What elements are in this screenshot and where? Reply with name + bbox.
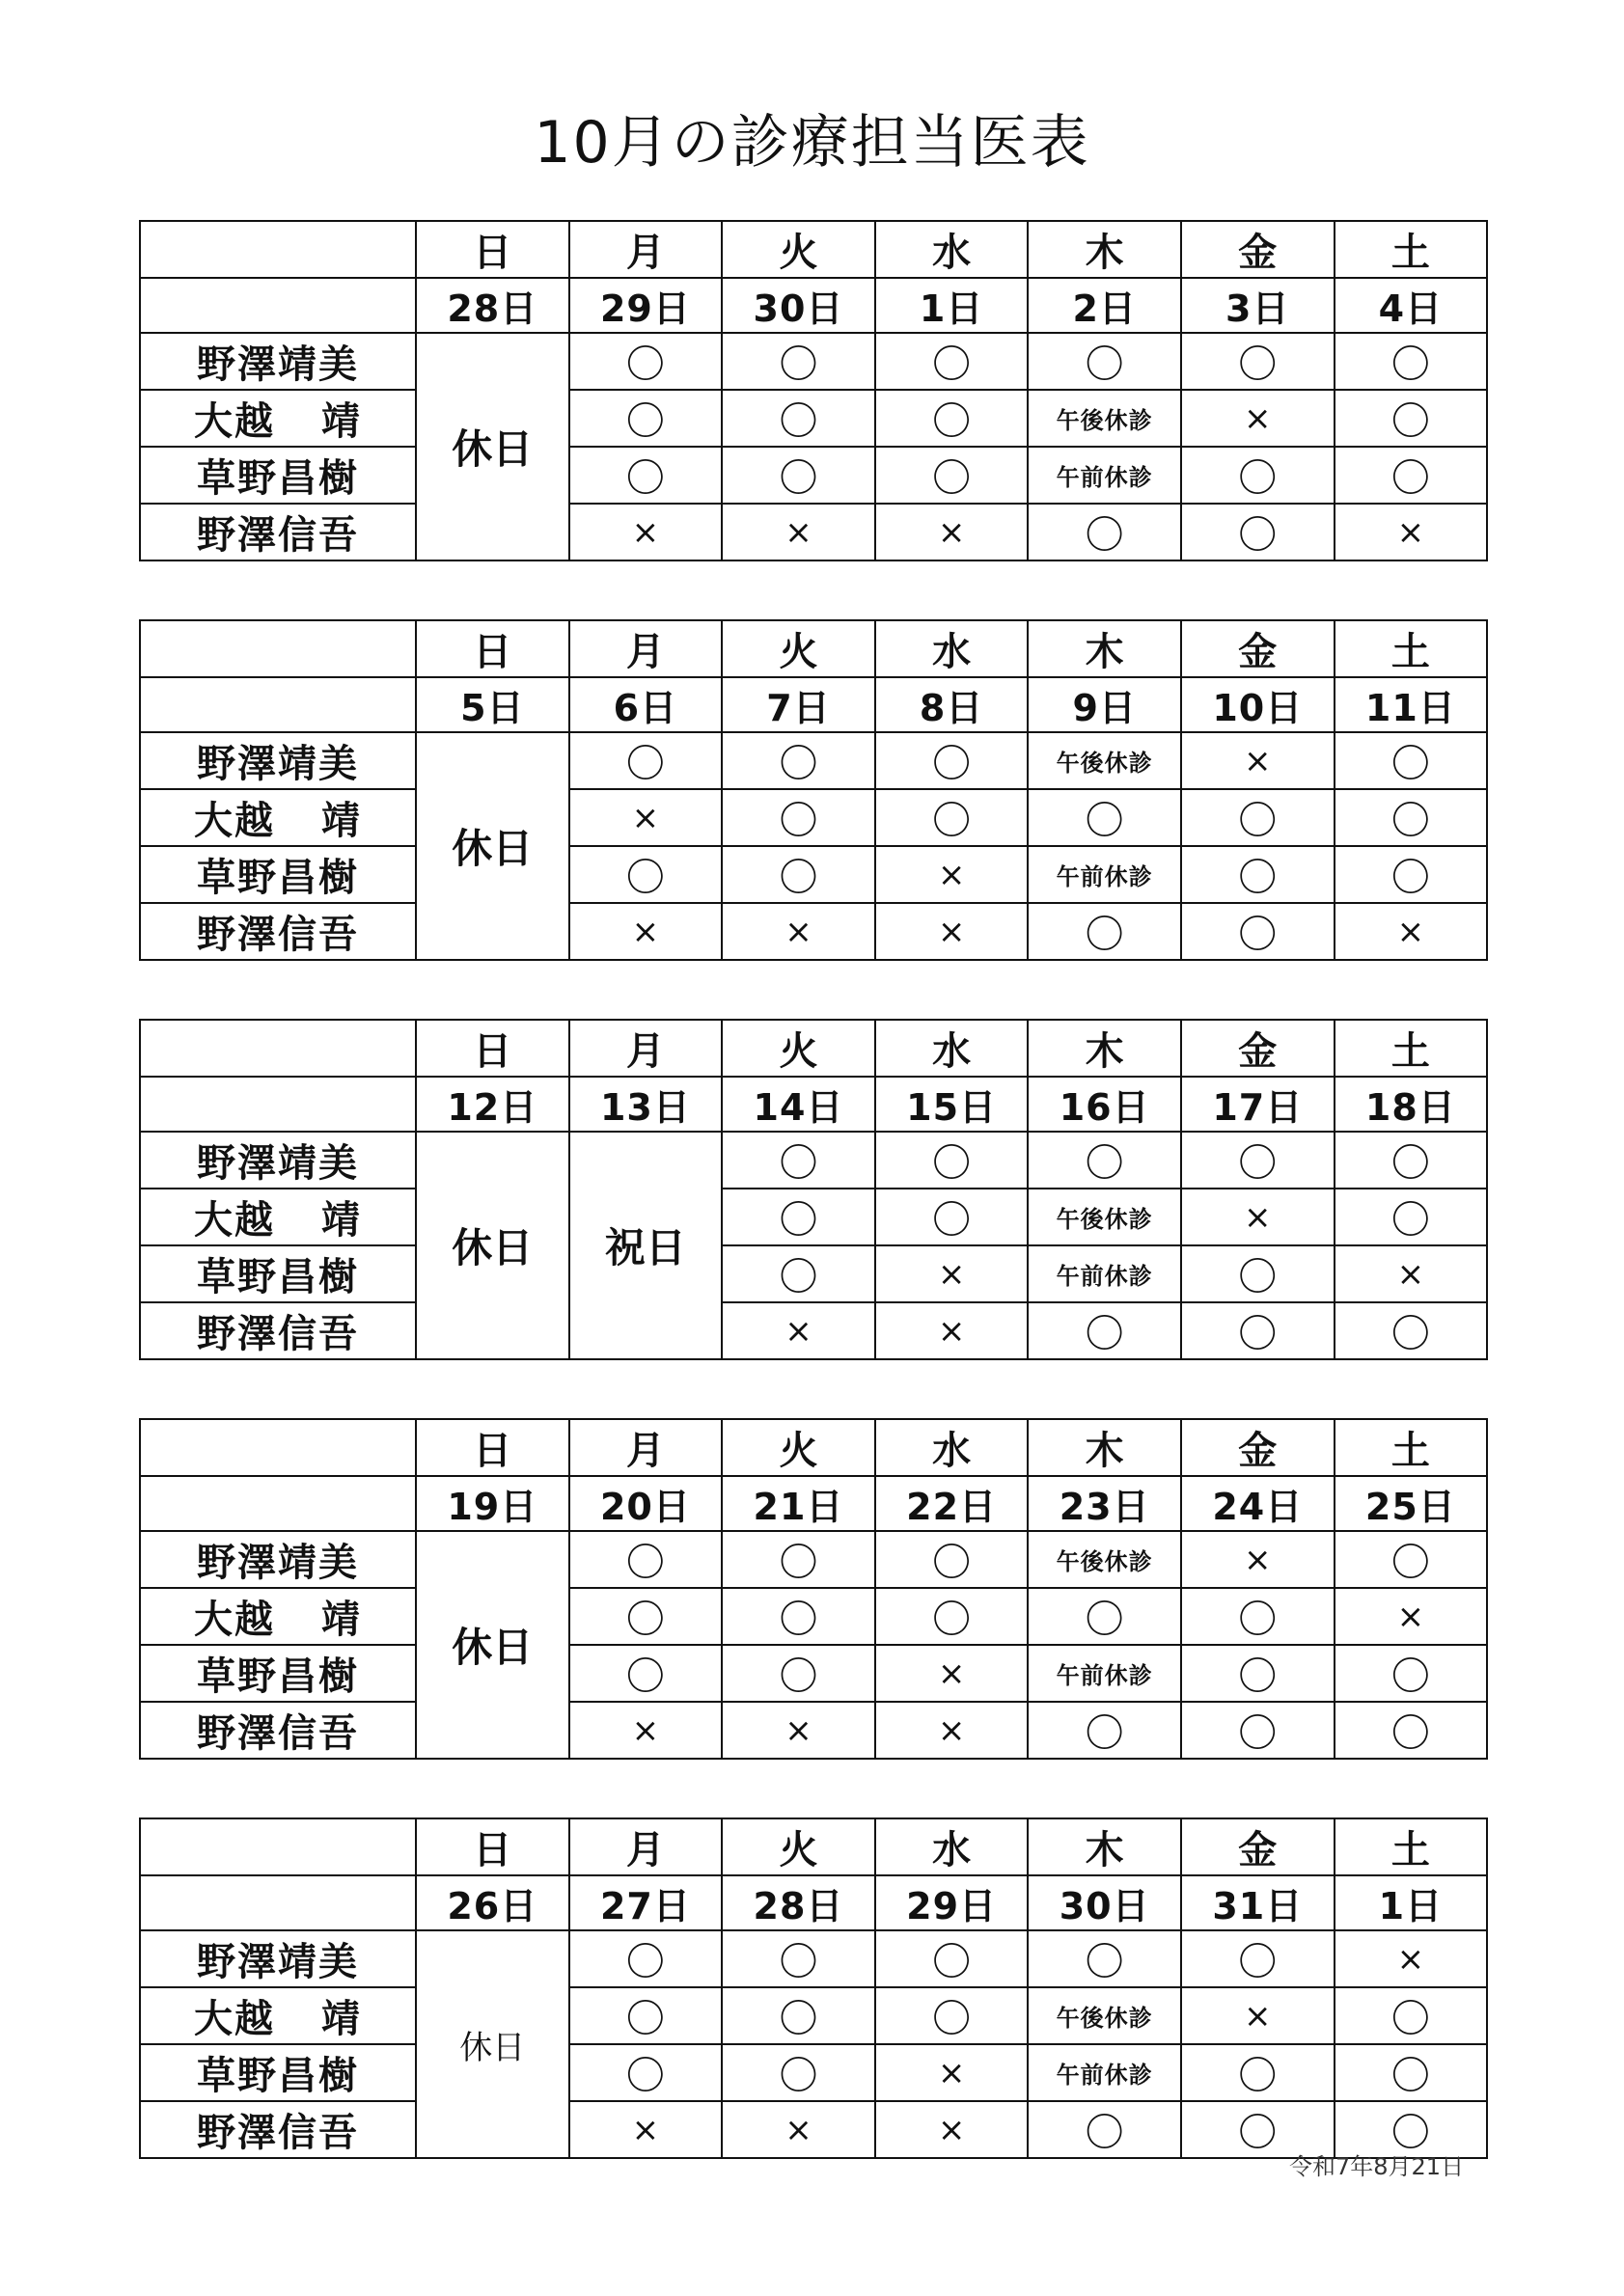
open-mark-cell: 〇 [1335,1132,1488,1189]
open-mark-cell: 〇 [875,447,1029,504]
closed-mark-cell: × [569,1702,723,1759]
open-mark-cell: 〇 [1335,1531,1488,1588]
doctor-name: 草野昌樹 [140,1645,416,1702]
half-day-note-cell: 午後休診 [1028,1189,1181,1245]
open-mark-cell: 〇 [722,1132,875,1189]
corner-cell [140,1077,416,1132]
open-mark-cell: 〇 [569,333,723,390]
weekday-header: 水 [875,1419,1029,1476]
date-cell: 8日 [875,677,1029,732]
date-cell: 1日 [875,278,1029,333]
closed-mark-cell: × [875,2101,1029,2158]
weekday-header: 月 [569,1818,723,1875]
week-table-1 [139,220,1488,561]
open-mark-cell: 〇 [1335,390,1488,447]
closed-mark-cell: × [1181,1531,1335,1588]
open-mark-cell: 〇 [1028,1588,1181,1645]
open-mark-cell: 〇 [722,1645,875,1702]
weekday-header-row [140,1020,1487,1077]
closed-mark-cell: × [569,2101,723,2158]
open-mark-cell: 〇 [1335,1645,1488,1702]
date-cell: 27日 [569,1875,723,1930]
weekday-header: 水 [875,620,1029,677]
doctor-row [140,1588,1487,1645]
doctor-row [140,1245,1487,1302]
weekday-header: 金 [1181,1818,1335,1875]
weekday-header: 金 [1181,1020,1335,1077]
closed-mark-cell: × [1181,732,1335,789]
doctor-row [140,2101,1487,2158]
doctor-name: 野澤靖美 [140,732,416,789]
weekday-header: 月 [569,221,723,278]
open-mark-cell: 〇 [1028,1132,1181,1189]
weekday-header: 木 [1028,620,1181,677]
doctor-name: 野澤靖美 [140,333,416,390]
open-mark-cell: 〇 [722,1531,875,1588]
open-mark-cell: 〇 [1028,1302,1181,1359]
closed-mark-cell: × [722,1702,875,1759]
open-mark-cell: 〇 [875,390,1029,447]
date-cell: 28日 [416,278,569,333]
closed-mark-cell: × [722,504,875,560]
doctor-row [140,1702,1487,1759]
open-mark-cell: 〇 [1181,2044,1335,2101]
doctor-row [140,1987,1487,2044]
date-cell: 11日 [1335,677,1488,732]
open-mark-cell: 〇 [1181,789,1335,846]
closed-mark-cell: × [569,903,723,960]
date-cell: 12日 [416,1077,569,1132]
open-mark-cell: 〇 [1181,333,1335,390]
open-mark-cell: 〇 [1181,846,1335,903]
date-cell: 18日 [1335,1077,1488,1132]
open-mark-cell: 〇 [722,1245,875,1302]
doctor-name: 大越 靖 [140,1189,416,1245]
doctor-row [140,789,1487,846]
open-mark-cell: 〇 [875,1588,1029,1645]
open-mark-cell: 〇 [569,2044,723,2101]
open-mark-cell: 〇 [1335,333,1488,390]
weekday-header: 木 [1028,221,1181,278]
weekday-header: 火 [722,1419,875,1476]
doctor-row [140,1930,1487,1987]
closed-mark-cell: × [875,504,1029,560]
closed-mark-cell: × [1335,903,1488,960]
open-mark-cell: 〇 [1335,789,1488,846]
issued-date: 令和7年8月21日 [1289,2153,1465,2180]
open-mark-cell: 〇 [1335,2044,1488,2101]
date-cell: 29日 [875,1875,1029,1930]
doctor-name: 野澤信吾 [140,504,416,560]
date-cell: 25日 [1335,1476,1488,1531]
open-mark-cell: 〇 [875,732,1029,789]
open-mark-cell: 〇 [1181,1245,1335,1302]
open-mark-cell: 〇 [1181,1702,1335,1759]
doctor-name: 大越 靖 [140,1987,416,2044]
half-day-note-cell: 午前休診 [1028,1245,1181,1302]
corner-cell [140,278,416,333]
date-cell: 6日 [569,677,723,732]
half-day-note-cell: 午後休診 [1028,390,1181,447]
open-mark-cell: 〇 [875,1531,1029,1588]
open-mark-cell: 〇 [1335,732,1488,789]
closed-mark-cell: × [875,903,1029,960]
doctor-name: 草野昌樹 [140,2044,416,2101]
open-mark-cell: 〇 [569,1588,723,1645]
weekday-header: 土 [1335,1818,1488,1875]
closed-day-cell: 休日 [416,732,569,960]
open-mark-cell: 〇 [1335,447,1488,504]
closed-mark-cell: × [875,1702,1029,1759]
date-row [140,1077,1487,1132]
date-cell: 7日 [722,677,875,732]
closed-day-cell: 休日 [416,1930,569,2158]
open-mark-cell: 〇 [1335,1302,1488,1359]
date-row [140,1476,1487,1531]
closed-mark-cell: × [1181,1987,1335,2044]
open-mark-cell: 〇 [875,1189,1029,1245]
half-day-note-cell: 午後休診 [1028,1987,1181,2044]
corner-cell [140,1020,416,1077]
week-table-4 [139,1418,1488,1760]
open-mark-cell: 〇 [722,1930,875,1987]
date-cell: 24日 [1181,1476,1335,1531]
weekday-header: 土 [1335,221,1488,278]
open-mark-cell: 〇 [1335,1702,1488,1759]
open-mark-cell: 〇 [569,1930,723,1987]
doctor-name: 草野昌樹 [140,846,416,903]
closed-mark-cell: × [875,2044,1029,2101]
open-mark-cell: 〇 [1181,1645,1335,1702]
date-cell: 15日 [875,1077,1029,1132]
weekday-header: 日 [416,1020,569,1077]
weekday-header-row [140,1419,1487,1476]
date-cell: 31日 [1181,1875,1335,1930]
open-mark-cell: 〇 [1028,2101,1181,2158]
weekday-header: 日 [416,221,569,278]
closed-day-cell: 休日 [416,1132,569,1359]
closed-mark-cell: × [875,1302,1029,1359]
closed-mark-cell: × [875,1245,1029,1302]
doctor-name: 野澤靖美 [140,1930,416,1987]
date-cell: 19日 [416,1476,569,1531]
open-mark-cell: 〇 [1181,903,1335,960]
open-mark-cell: 〇 [1181,2101,1335,2158]
corner-cell [140,1818,416,1875]
doctor-name: 草野昌樹 [140,447,416,504]
open-mark-cell: 〇 [722,1588,875,1645]
doctor-name: 野澤信吾 [140,2101,416,2158]
corner-cell [140,620,416,677]
weekday-header: 火 [722,620,875,677]
closed-mark-cell: × [875,846,1029,903]
open-mark-cell: 〇 [875,333,1029,390]
weekday-header-row [140,1818,1487,1875]
weekday-header: 日 [416,1419,569,1476]
closed-day-cell: 休日 [416,1531,569,1759]
open-mark-cell: 〇 [569,1645,723,1702]
open-mark-cell: 〇 [875,1987,1029,2044]
weekday-header: 水 [875,1020,1029,1077]
weekday-header: 月 [569,1419,723,1476]
date-cell: 2日 [1028,278,1181,333]
closed-day-cell: 休日 [416,333,569,560]
open-mark-cell: 〇 [722,390,875,447]
weekday-header: 金 [1181,620,1335,677]
half-day-note-cell: 午後休診 [1028,1531,1181,1588]
date-row [140,677,1487,732]
closed-mark-cell: × [1335,1930,1488,1987]
closed-mark-cell: × [569,789,723,846]
open-mark-cell: 〇 [1335,2101,1488,2158]
weekday-header: 金 [1181,221,1335,278]
open-mark-cell: 〇 [722,2044,875,2101]
week-table-3 [139,1019,1488,1360]
date-cell: 23日 [1028,1476,1181,1531]
open-mark-cell: 〇 [1028,789,1181,846]
doctor-name: 大越 靖 [140,789,416,846]
doctor-name: 大越 靖 [140,390,416,447]
date-cell: 14日 [722,1077,875,1132]
corner-cell [140,677,416,732]
open-mark-cell: 〇 [1028,1930,1181,1987]
open-mark-cell: 〇 [569,1531,723,1588]
closed-mark-cell: × [1181,1189,1335,1245]
open-mark-cell: 〇 [1181,504,1335,560]
closed-mark-cell: × [1181,390,1335,447]
weekday-header: 火 [722,221,875,278]
weekday-header: 水 [875,221,1029,278]
page-title: 10月の診療担当医表 [534,109,1090,177]
open-mark-cell: 〇 [722,846,875,903]
open-mark-cell: 〇 [1181,447,1335,504]
date-cell: 17日 [1181,1077,1335,1132]
doctor-name: 野澤信吾 [140,1702,416,1759]
open-mark-cell: 〇 [722,1987,875,2044]
open-mark-cell: 〇 [1335,1987,1488,2044]
weekday-header: 土 [1335,1020,1488,1077]
open-mark-cell: 〇 [569,447,723,504]
date-cell: 21日 [722,1476,875,1531]
closed-mark-cell: × [569,504,723,560]
closed-mark-cell: × [875,1645,1029,1702]
date-cell: 1日 [1335,1875,1488,1930]
doctor-row [140,846,1487,903]
open-mark-cell: 〇 [1335,846,1488,903]
open-mark-cell: 〇 [722,333,875,390]
closed-mark-cell: × [1335,504,1488,560]
weekday-header: 土 [1335,620,1488,677]
doctor-row [140,2044,1487,2101]
doctor-name: 大越 靖 [140,1588,416,1645]
weekday-header: 月 [569,620,723,677]
weekday-header: 木 [1028,1020,1181,1077]
half-day-note-cell: 午後休診 [1028,732,1181,789]
weekday-header: 日 [416,620,569,677]
weekday-header: 日 [416,1818,569,1875]
weekday-header-row [140,221,1487,278]
doctor-row [140,504,1487,560]
corner-cell [140,221,416,278]
date-cell: 20日 [569,1476,723,1531]
doctor-row [140,447,1487,504]
date-cell: 30日 [722,278,875,333]
doctor-name: 野澤信吾 [140,1302,416,1359]
open-mark-cell: 〇 [722,732,875,789]
closed-mark-cell: × [722,903,875,960]
corner-cell [140,1476,416,1531]
date-cell: 4日 [1335,278,1488,333]
date-cell: 5日 [416,677,569,732]
doctor-row [140,1189,1487,1245]
doctor-row [140,1531,1487,1588]
open-mark-cell: 〇 [1028,903,1181,960]
half-day-note-cell: 午前休診 [1028,447,1181,504]
holiday-cell: 祝日 [569,1132,723,1359]
weekday-header: 火 [722,1818,875,1875]
open-mark-cell: 〇 [1028,333,1181,390]
doctor-name: 草野昌樹 [140,1245,416,1302]
date-cell: 28日 [722,1875,875,1930]
half-day-note-cell: 午前休診 [1028,1645,1181,1702]
date-cell: 22日 [875,1476,1029,1531]
doctor-name: 野澤靖美 [140,1531,416,1588]
open-mark-cell: 〇 [722,789,875,846]
half-day-note-cell: 午前休診 [1028,2044,1181,2101]
open-mark-cell: 〇 [875,789,1029,846]
date-cell: 13日 [569,1077,723,1132]
date-cell: 26日 [416,1875,569,1930]
doctor-row [140,1302,1487,1359]
open-mark-cell: 〇 [1335,1189,1488,1245]
closed-mark-cell: × [1335,1245,1488,1302]
weekday-header: 月 [569,1020,723,1077]
half-day-note-cell: 午前休診 [1028,846,1181,903]
doctor-row [140,390,1487,447]
open-mark-cell: 〇 [875,1132,1029,1189]
weekday-header: 金 [1181,1419,1335,1476]
open-mark-cell: 〇 [1028,504,1181,560]
date-cell: 29日 [569,278,723,333]
weekday-header: 土 [1335,1419,1488,1476]
doctor-name: 野澤信吾 [140,903,416,960]
open-mark-cell: 〇 [1181,1132,1335,1189]
corner-cell [140,1875,416,1930]
date-row [140,278,1487,333]
open-mark-cell: 〇 [1181,1302,1335,1359]
date-cell: 10日 [1181,677,1335,732]
open-mark-cell: 〇 [569,1987,723,2044]
open-mark-cell: 〇 [569,390,723,447]
date-cell: 30日 [1028,1875,1181,1930]
open-mark-cell: 〇 [1181,1930,1335,1987]
week-table-2 [139,619,1488,961]
closed-mark-cell: × [722,1302,875,1359]
doctor-row [140,333,1487,390]
open-mark-cell: 〇 [722,447,875,504]
weekday-header: 火 [722,1020,875,1077]
doctor-row [140,1645,1487,1702]
open-mark-cell: 〇 [1028,1702,1181,1759]
date-cell: 16日 [1028,1077,1181,1132]
open-mark-cell: 〇 [722,1189,875,1245]
date-cell: 9日 [1028,677,1181,732]
weekday-header: 木 [1028,1818,1181,1875]
date-row [140,1875,1487,1930]
open-mark-cell: 〇 [569,846,723,903]
doctor-name: 野澤靖美 [140,1132,416,1189]
corner-cell [140,1419,416,1476]
weekday-header-row [140,620,1487,677]
open-mark-cell: 〇 [1181,1588,1335,1645]
doctor-row [140,732,1487,789]
week-table-5 [139,1818,1488,2159]
weekday-header: 木 [1028,1419,1181,1476]
closed-mark-cell: × [1335,1588,1488,1645]
doctor-row [140,1132,1487,1189]
closed-mark-cell: × [722,2101,875,2158]
doctor-row [140,903,1487,960]
weekday-header: 水 [875,1818,1029,1875]
date-cell: 3日 [1181,278,1335,333]
open-mark-cell: 〇 [569,732,723,789]
open-mark-cell: 〇 [875,1930,1029,1987]
